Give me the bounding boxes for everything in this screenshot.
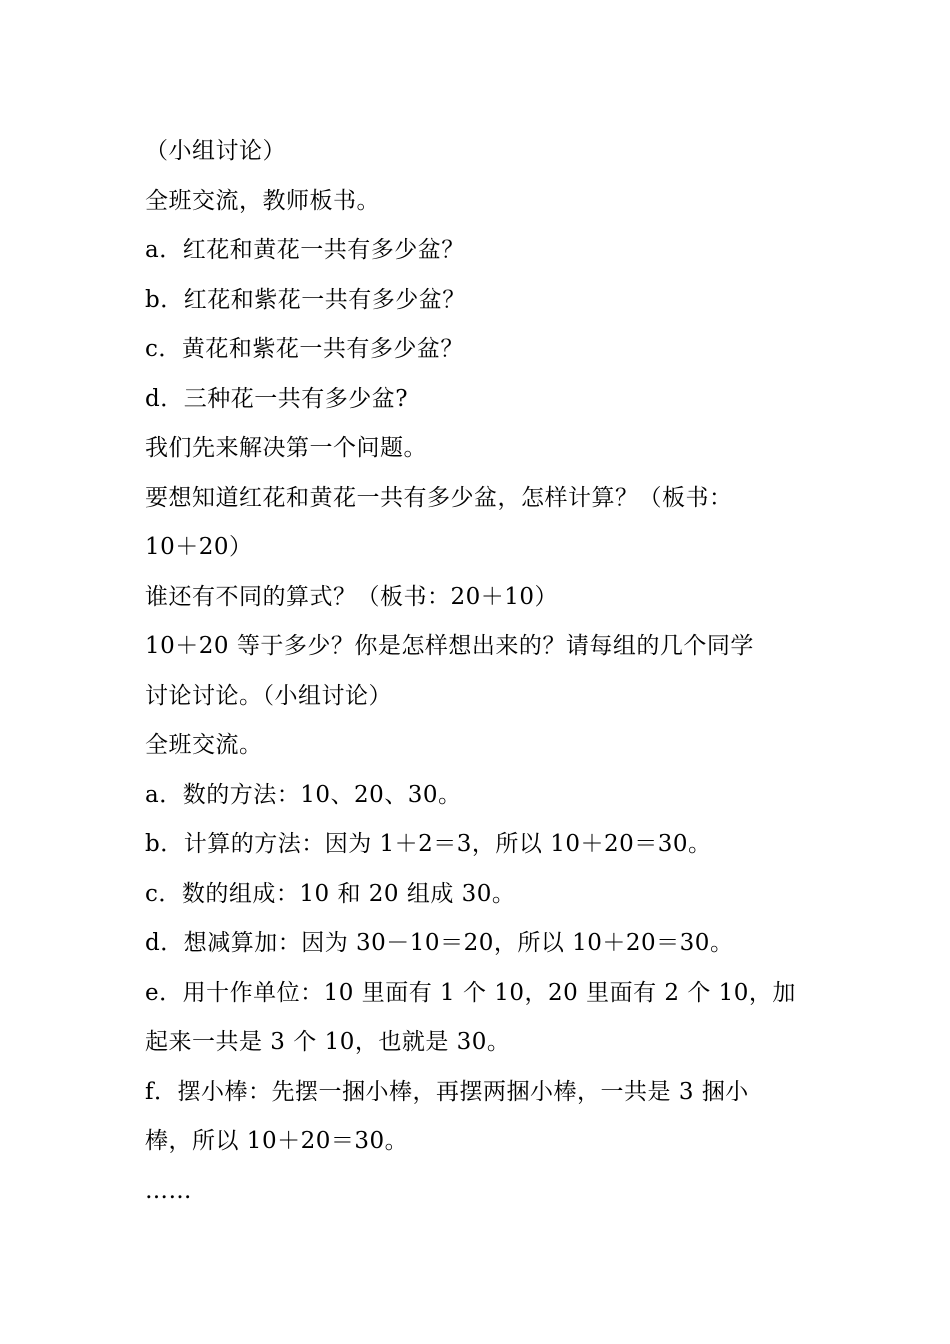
text-line: b．红花和紫花一共有多少盆？ (145, 286, 466, 313)
text-line: c．数的组成：10 和 20 组成 30。 (145, 880, 516, 907)
text-line: a．红花和黄花一共有多少盆？ (145, 237, 465, 263)
text-line: b．计算的方法：因为 1＋2＝3，所以 10＋20＝30。 (145, 831, 712, 857)
text-line: e．用十作单位：10 里面有 1 个 10，20 里面有 2 个 10，加 (145, 979, 796, 1006)
document-body (145, 127, 815, 1216)
text-line: a．数的方法：10、20、30。 (145, 781, 462, 808)
text-line: 讨论讨论。（小组讨论） (145, 682, 392, 709)
text-line: 10＋20） (145, 534, 253, 560)
text-line: d．想减算加：因为 30－10＝20，所以 10＋20＝30。 (145, 930, 734, 956)
text-line: f．摆小棒：先摆一捆小棒，再摆两捆小棒，一共是 3 捆小 (145, 1078, 749, 1105)
text-line: 全班交流，教师板书。 (145, 187, 380, 214)
ellipsis-line: …… (145, 1177, 192, 1204)
text-line: 棒，所以 10＋20＝30。 (145, 1128, 409, 1154)
text-line: c．黄花和紫花一共有多少盆？ (145, 336, 464, 362)
text-line: 全班交流。 (145, 732, 263, 758)
text-line: 10＋20 等于多少？你是怎样想出来的？请每组的几个同学 (145, 633, 754, 659)
text-line: 谁还有不同的算式？（板书：20＋10） (145, 583, 559, 610)
text-line: 起来一共是 3 个 10，也就是 30。 (145, 1029, 511, 1055)
text-line: （小组讨论） (145, 138, 286, 164)
text-line: 要想知道红花和黄花一共有多少盆，怎样计算？（板书： (145, 484, 733, 511)
text-line: 我们先来解决第一个问题。 (145, 435, 427, 461)
text-line: d．三种花一共有多少盆? (145, 385, 409, 412)
